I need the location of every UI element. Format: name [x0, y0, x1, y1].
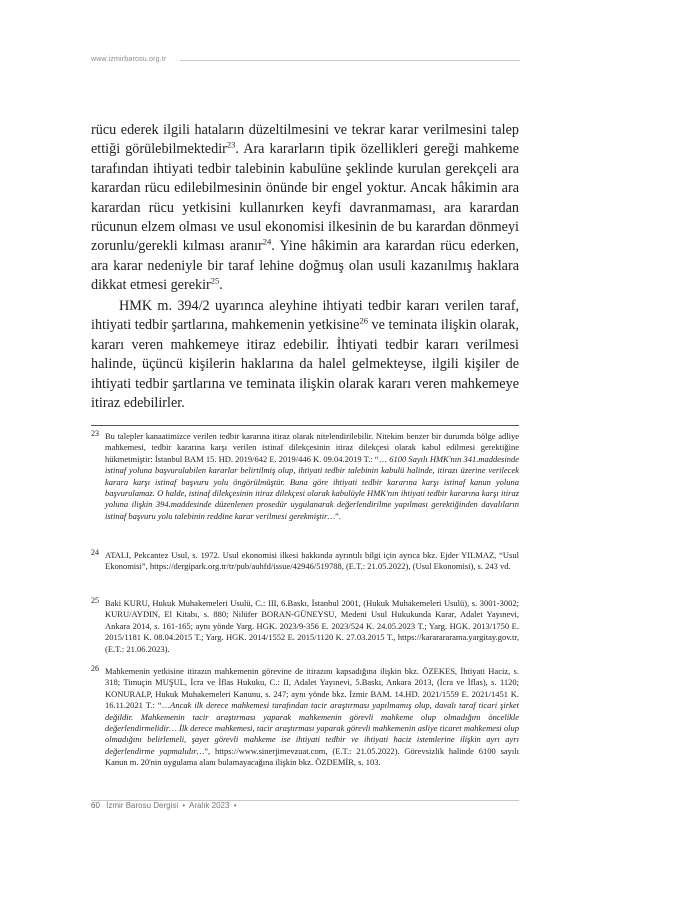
footnote-ref-23[interactable]: 23	[226, 139, 236, 150]
footnote-25-text: Baki KURU, Hukuk Muhakemeleri Usulü, C.: III, 6.Baskı, İstanbul 2001, (Hukuk Muhakemeleri Usulü), s. 3001-3002; KURU/AYDIN, El Kitabı, s. 880; Nilüfer BORAN-GÜNEYSU, Medeni Usul Hukukunda Karar, Adalet Yayınevi, Ankara 2014, s. 161-165; aynı yönde Yarg. HGK. 2023/9-356 E. 2023/524 K. 24.05.2023 T.; Yarg. HGK. 2013/1750 E. 2015/1181 K. 08.04.2015 T.; Yarg. HGK. 2014/1552 E. 2015/1120 K. 27.03.2015 T., https://kararararama.yargitay.gov.tr, (E.T.: 21.06.2023).	[105, 598, 519, 654]
footer-bullet: •	[182, 801, 186, 810]
footnote-ref-25[interactable]: 25	[210, 275, 220, 286]
footnote-26	[91, 666, 519, 769]
footer-bullet: •	[233, 801, 237, 810]
footnote-number: 26	[91, 664, 99, 673]
footnote-24-text: ATALI, Pekcantez Usul, s. 1972. Usul ekonomisi ilkesi hakkında ayrıntılı bilgi için ayrıca bkz. Ejder YILMAZ, “Usul Ekonomisi”, https://dergipark.org.tr/tr/pub/auhfd/issue/42946/519788, (E.T.: 21.05.2022), (Usul Ekonomisi), s. 243 vd.	[105, 550, 519, 572]
footnote-number: 25	[91, 596, 99, 605]
body-paragraph-1	[91, 121, 519, 296]
header-rule	[180, 60, 520, 61]
footnote-text	[105, 431, 519, 522]
journal-name: İzmir Barosu Dergisi	[106, 801, 179, 810]
footnote-23-tail: ”.	[335, 510, 341, 521]
footnote-25	[91, 598, 519, 655]
footnote-ref-24[interactable]: 24	[262, 236, 272, 247]
paragraph-1-text-d: .	[219, 277, 223, 294]
paragraph-1-text-c: . Yine hâkimin ara karardan rücu ederken, ara karar nedeniyle bir taraf lehine doğmuş olan usuli kazanılmış haklara dikkat etmesi gerekir	[91, 238, 519, 294]
page-footer	[91, 801, 239, 810]
paragraph-1-text-b: . Ara kararların tipik özellikleri gereği mahkeme tarafından ihtiyati tedbir talebinin kabulüne şeklinde kurulan gerekçeli ara karardan rücu edilebilmesinin önünde bir engel yoktur. Ancak hâkimin ara karardan rücu yetkisini kullanırken keyfi davranmaması, ara karardan rücunun elzem olması ve usul ekonomisi ilkesinin de bu karardan dönmeyi zorunlu/gerekli kılması aranır	[91, 141, 519, 255]
footnote-number: 24	[91, 548, 99, 557]
paragraph-2-text-a: HMK m. 394/2 uyarınca aleyhine ihtiyati tedbir kararı verilen taraf, ihtiyati tedbir şartlarına, mahkemenin yetkisine	[91, 298, 519, 334]
header-url: www.izmirbarosu.org.tr	[91, 56, 167, 63]
page-number: 60	[91, 801, 100, 810]
footnote-26-text: Mahkemenin yetkisine itirazın mahkemenin görevine de itirazını kapsadığına ilişkin bkz. ÖZEKES, İhtiyati Haciz, s. 318; Timuçin MUŞUL, İcra ve İflas Hukuku, C.: II, Adalet Yayınevi, 5.Baskı, Ankara 2013, (İcra ve İflas), s. 1120; KONURALP, Hukuk Muhakemeleri Kanunu, s. 247; aynı yönde bkz. İzmir BAM. 14.HD. 2021/1559 E. 2021/1451 K. 16.11.2021 T.: “…	[105, 666, 519, 711]
footnote-24	[91, 550, 519, 573]
footnote-text	[105, 550, 519, 573]
footnote-23	[91, 431, 519, 522]
footnote-26-tail: ”, https://www.sinerjimevzuat.com, (E.T.: 21.05.2022). Görevsizlik halinde 6100 sayılı Kanun m. 20'nin uygulama alanı bulamayacağına ilişkin bkz. ÖZDEMİR, s. 103.	[105, 745, 519, 768]
body-paragraph-2	[91, 297, 519, 413]
paragraph-2-text-b: ve teminata ilişkin olarak, kararı veren mahkemeye itiraz edebilir. İhtiyati tedbir kararı verilmesi halinde, üçüncü kişilerin haklarına da halel gelmekteyse, ilgili kişiler de ihtiyati tedbir şartlarına ve teminata ilişkin olarak kararı veren mahkemeye itiraz edebilirler.	[91, 317, 519, 412]
footnote-23-text: Bu talepler kanaatimizce verilen tedbir kararına itiraz olarak nitelendirilebilir. Nitekim benzer bir durumda bölge adliye mahkemesi, tedbir kararına karşı verilen istinaf dilekçesinin itiraz dilekçesi olarak kabul edilmesi gerektiğine hükmetmiştir: İstanbul BAM 15. HD. 2019/642 E. 2019/446 K. 09.04.2019 T.: “…	[105, 431, 519, 464]
footnote-ref-26[interactable]: 26	[359, 315, 368, 326]
footnote-separator	[91, 425, 519, 426]
footnote-number: 23	[91, 429, 99, 438]
footnote-26-quote: Ancak ilk derece mahkemesi tarafından tacir araştırması yapılmamış olup, davalı taraf ticari şirket değildir. Mahkemenin tacir araştırması yaparak mahkemenin görevli mahkeme olup olmadığını öncelikle değerlendirmelidir… İlk derece mahkemesi, tacir araştırması yaparak görevli mahkemenin asliye ticaret mahkemesi olup olmadığını belirlemeli, şayet görevli mahkeme ise ihtiyati tedbir ve ihtiyati haciz istemlerine ilişkin ayrı ayrı değerlendirme yapmalıdır…	[105, 700, 519, 756]
footnote-text	[105, 666, 519, 769]
footnote-text	[105, 598, 519, 655]
footnote-23-quote: 6100 Sayılı HMK'nın 341.maddesinde istinaf yoluna başvurulabilen kararlar belirtilmiş olup, ihtiyati tedbir talebinin kabulü halinde, itirazı üzerine verilecek karara karşı istinaf başvuru yolu öngörülmüştür. Buna göre ihtiyati tedbir kararına karşı istinaf kanun yoluna başvurulamaz. O halde, istinaf dilekçesinin itiraz dilekçesi olarak kabulüyle HMK'nın ihtiyati tedbir kararına karşı itiraz yoluna ilişkin 394.maddesinde düzenlenen prosedür uygulanarak değerlendirilme yapılması gerektiğinden davalıların istinaf başvuru yolu talebinin reddine karar verilmesi gerekmiştir…	[105, 453, 519, 521]
issue-date: Aralık 2023	[188, 801, 230, 810]
paragraph-1-text-a: rücu ederek ilgili hataların düzeltilmesini ve tekrar karar verilmesini talep ettiği görülebilmektedir	[91, 122, 519, 158]
